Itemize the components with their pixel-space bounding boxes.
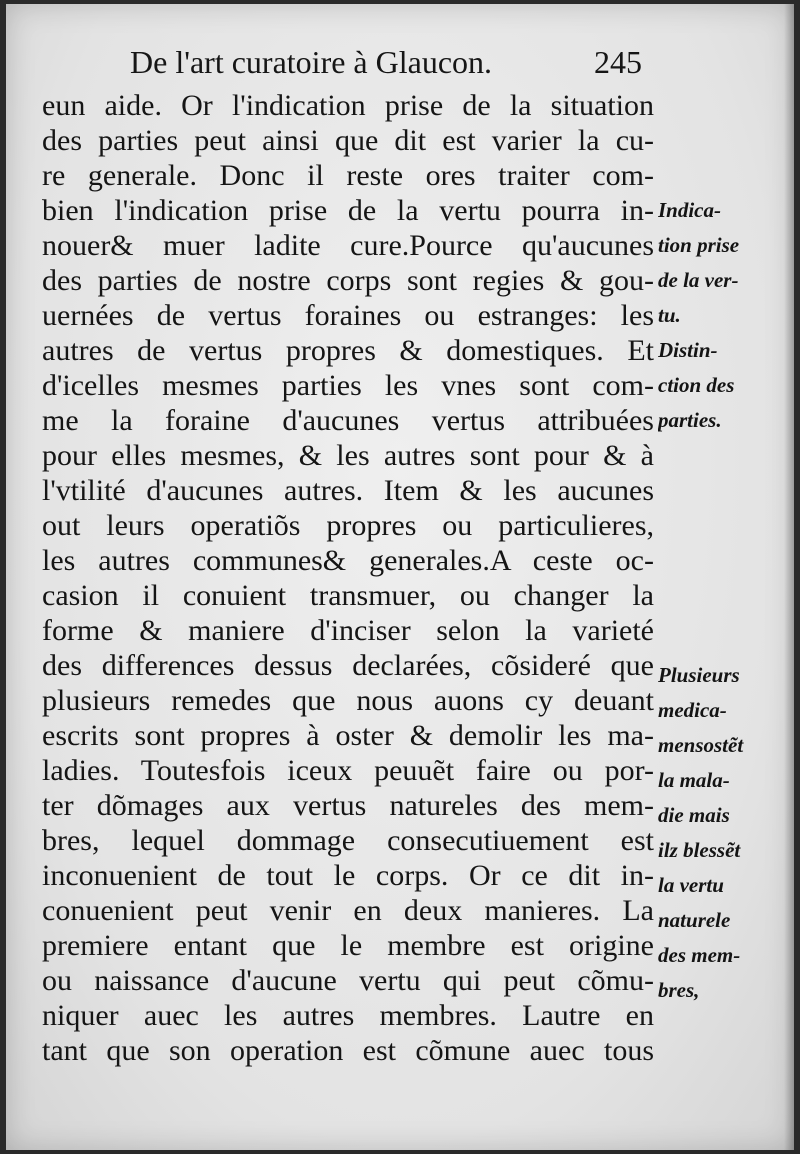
margin-note-line: la mala- [658,768,730,792]
text-line: premiere entant que le membre est origine [42,929,654,962]
text-line: pour elles mesmes, & les autres sont pour & à [42,439,654,472]
margin-note-line: naturele [658,908,731,932]
running-header [6,44,794,90]
margin-note-line: Indica- [658,198,721,222]
book-page [6,4,794,1150]
margin-note-line: ilz blessẽt [658,838,741,862]
margin-note-line: tu. [658,303,681,327]
text-line: autres de vertus propres & domestiques. Et [42,334,654,367]
margin-note-line: bres, [658,978,700,1002]
text-line: plusieurs remedes que nous auons cy deuant [42,684,654,717]
text-line: conuenient peut venir en deux manieres. La [42,894,654,927]
margin-note-plusieurs [658,658,796,1008]
margin-note-line: parties. [658,408,722,432]
text-line: l'vtilité d'aucunes autres. Item & les aucunes [42,474,654,507]
page-number: 245 [594,44,642,80]
margin-note-line: des mem- [658,943,741,967]
text-line: ladies. Toutesfois iceux peuuẽt faire ou por- [42,754,654,787]
text-line: casion il conuient transmuer, ou changer la [42,579,654,612]
text-line: ou naissance d'aucune vertu qui peut cõmu- [42,964,654,997]
text-line: des differences dessus declarées, cõsideré que [42,649,654,682]
margin-note-line: ction des [658,373,735,397]
running-title: De l'art curatoire à Glaucon. [130,44,493,80]
text-line: les autres communes& generales.A ceste oc- [42,544,654,577]
text-line: des parties peut ainsi que dit est varier la cu- [42,124,654,157]
margin-note-distinction [658,333,796,438]
margin-note-line: die mais [658,803,730,827]
text-line: re generale. Donc il reste ores traiter com- [42,159,654,192]
margin-note-line: Distin- [658,338,718,362]
text-line: forme & maniere d'inciser selon la varieté [42,614,654,647]
text-line: me la foraine d'aucunes vertus attribuées [42,404,654,437]
text-line: eun aide. Or l'indication prise de la situation [42,89,654,122]
main-text-block [42,88,654,1068]
text-line: niquer auec les autres membres. Lautre en [42,999,654,1032]
page-edge-shadow [784,4,794,1150]
text-line: nouer& muer ladite cure.Pource qu'aucunes [42,229,654,262]
margin-note-line: la vertu [658,873,724,897]
text-line: uernées de vertus foraines ou estranges: les [42,299,654,332]
text-line: inconuenient de tout le corps. Or ce dit in- [42,859,654,892]
text-line: bien l'indication prise de la vertu pourra in- [42,194,654,227]
text-line: des parties de nostre corps sont regies & gou- [42,264,654,297]
margin-note-line: de la ver- [658,268,739,292]
text-line: out leurs operatiõs propres ou particulieres, [42,509,654,542]
text-line: d'icelles mesmes parties les vnes sont com- [42,369,654,402]
margin-note-line: tion prise [658,233,740,257]
margin-note-line: Plusieurs [658,663,740,687]
margin-note-line: medica- [658,698,727,722]
text-line: escrits sont propres à oster & demolir les ma- [42,719,654,752]
margin-note-line: mensostẽt [658,733,744,757]
text-line: bres, lequel dommage consecutiuement est [42,824,654,857]
margin-note-indication [658,193,796,333]
text-line: tant que son operation est cõmune auec tous [42,1034,654,1067]
text-line: ter dõmages aux vertus natureles des mem- [42,789,654,822]
